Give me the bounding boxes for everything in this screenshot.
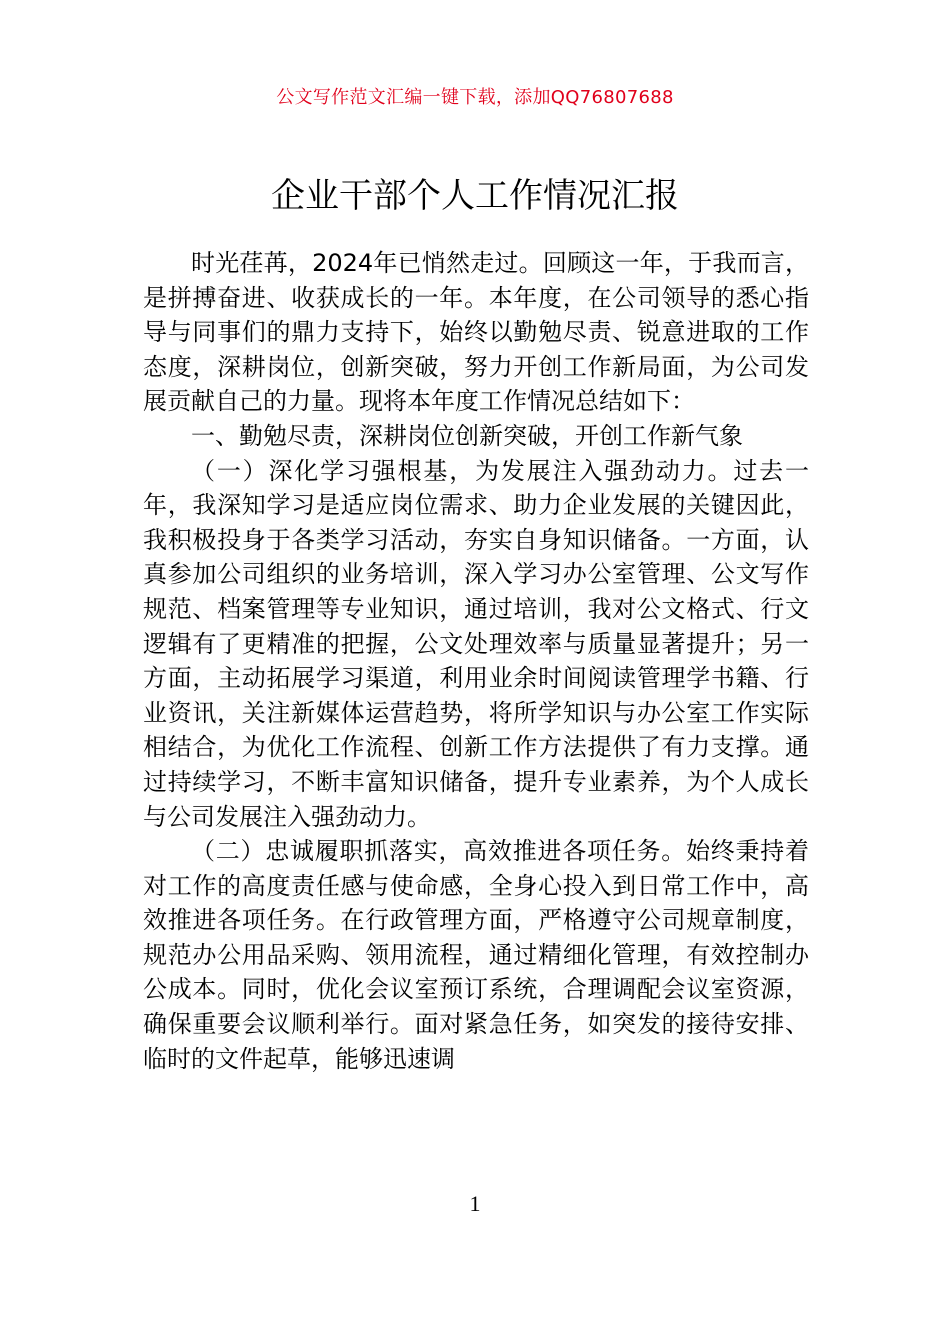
section-heading-1: 一、勤勉尽责，深耕岗位创新突破，开创工作新气象: [191, 421, 743, 450]
paragraph-intro: 时光荏苒，2024年已悄然走过。回顾这一年，于我而言，是拼搏奋进、收获成长的一年。本年度，在公司领导的悉心指导与同事们的鼎力支持下，始终以勤勉尽责、锐意进取的工作态度，深耕岗位，创新突破，努力开创工作新局面，为公司发展贡献自己的力量。现将本年度工作情况总结如下：: [143, 249, 809, 416]
document-body: [143, 246, 809, 1076]
promo-banner: 公文写作范文汇编一键下载，添加QQ76807688: [276, 87, 674, 108]
paragraph-duty: （二）忠诚履职抓落实，高效推进各项任务。始终秉持着对工作的高度责任感与使命感，全身心投入到日常工作中，高效推进各项任务。在行政管理方面，严格遵守公司规章制度，规范办公用品采购、领用流程，通过精细化管理，有效控制办公成本。同时，优化会议室预订系统，合理调配会议室资源，确保重要会议顺利举行。面对紧急任务，如突发的接待安排、临时的文件起草，能够迅速调: [143, 837, 809, 1073]
page-number: 1: [469, 1191, 481, 1216]
paragraph-study: （一）深化学习强根基，为发展注入强劲动力。过去一年，我深知学习是适应岗位需求、助力企业发展的关键因此，我积极投身于各类学习活动，夯实自身知识储备。一方面，认真参加公司组织的业务培训，深入学习办公室管理、公文写作规范、档案管理等专业知识，通过培训，我对公文格式、行文逻辑有了更精准的把握，公文处理效率与质量显著提升；另一方面，主动拓展学习渠道，利用业余时间阅读管理学书籍、行业资讯，关注新媒体运营趋势，将所学知识与办公室工作实际相结合，为优化工作流程、创新工作方法提供了有力支撑。通过持续学习，不断丰富知识储备，提升专业素养，为个人成长与公司发展注入强劲动力。: [143, 456, 809, 831]
page-title: 企业干部个人工作情况汇报: [271, 176, 679, 216]
